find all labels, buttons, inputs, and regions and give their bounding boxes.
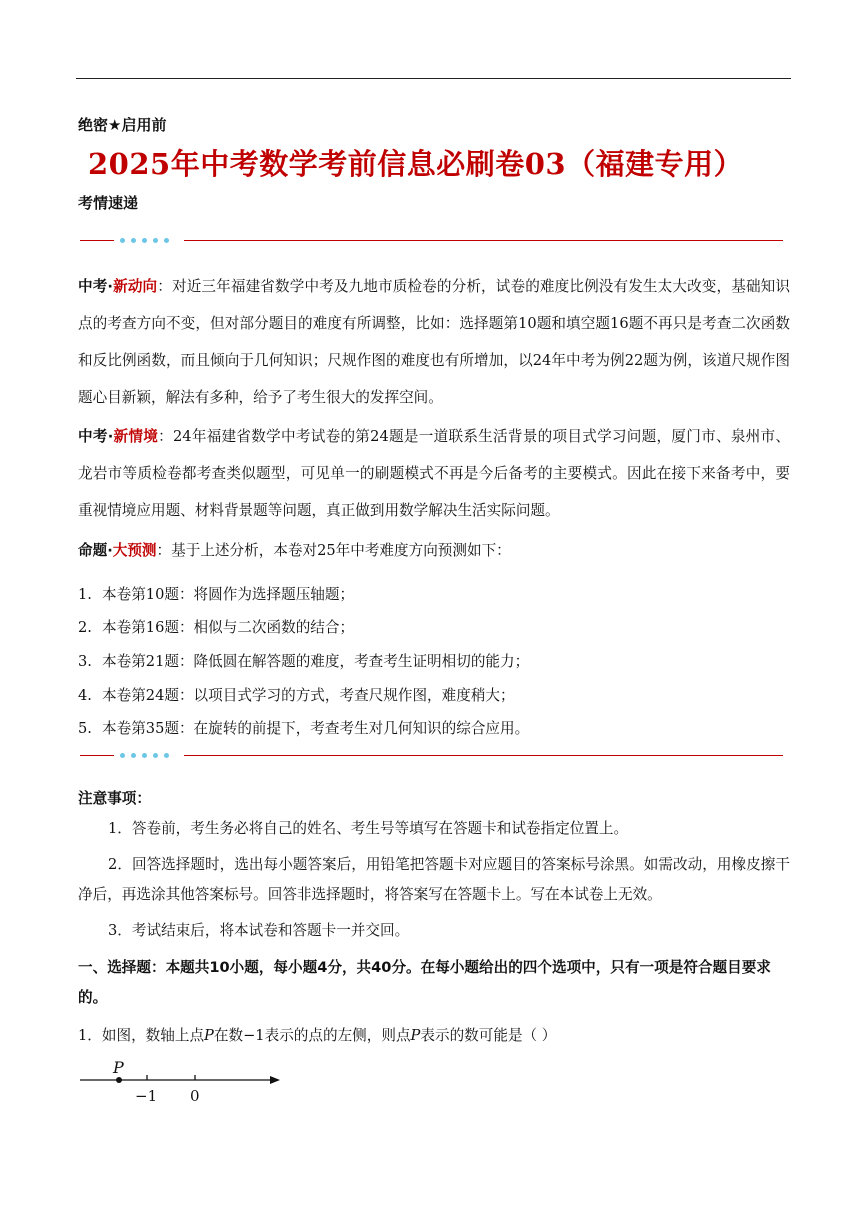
trend-situation-text: ：24年福建省数学中考试卷的第24题是一道联系生活背景的项目式学习问题，厦门市、泉州市、龙岩市等质检卷都考查类似题型，可见单一的刷题模式不再是今后备考的主要模式。因此在接下来备考中，要重视情境应用题、材料背景题等问题，真正做到用数学解决生活实际问题。 (78, 428, 790, 519)
forecast-item: 1. 本卷第10题：将圆作为选择题压轴题； (78, 586, 355, 603)
note-item: 3．考试结束后，将本试卷和答题卡一并交回。 (108, 922, 410, 939)
trend-situation-paragraph (78, 418, 790, 529)
section-heading-text: 一、选择题：本题共10小题，每小题4分，共40分。在每小题给出的四个选项中，只有一项是符合题目要求的。 (78, 959, 771, 1006)
section-subtitle: 考情速递 (78, 194, 139, 212)
forecast-item: 5. 本卷第35题：在旋转的前提下，考查考生对几何知识的综合应用。 (78, 720, 530, 737)
top-rule (76, 78, 791, 79)
confidential-label: 绝密★启用前 (78, 116, 167, 134)
forecast-item: 4. 本卷第24题：以项目式学习的方式，考查尺规作图，难度稍大； (78, 687, 515, 704)
note-item: 2．回答选择题时，选出每小题答案后，用铅笔把答题卡对应题目的答案标号涂黑。如需改动，用橡皮擦干净后，再选涂其他答案标号。回答非选择题时，将答案写在答题卡上。写在本试卷上无效。 (78, 856, 790, 903)
decorative-divider (80, 235, 783, 247)
forecast-item: 2. 本卷第16题：相似与二次函数的结合； (78, 619, 355, 636)
number-line-figure (74, 1056, 294, 1112)
forecast-text: ：基于上述分析，本卷对25年中考难度方向预测如下： (156, 542, 511, 559)
tick-label-minus-one: −1 (135, 1087, 158, 1105)
question-1-stem: 1．如图，数轴上点P在数−1表示的点的左侧，则点P表示的数可能是（ ） (78, 1027, 557, 1044)
tick-label-zero: 0 (190, 1087, 200, 1105)
forecast-paragraph (78, 532, 790, 569)
trend-situation-prefix: 中考· (78, 428, 114, 445)
trend-dynamic-text: ：对近三年福建省数学中考及九地市质检卷的分析，试卷的难度比例没有发生太大改变，基础知识点的考查方向不变，但对部分题目的难度有所调整，比如：选择题第10题和填空题16题不再只是考查二次函数和反比例函数，而且倾向于几何知识；尺规作图的难度也有所增加，以24年中考为例22题为例，该道尺规作图题心目新颖，解法有多种，给予了考生很大的发挥空间。 (78, 278, 790, 406)
note-item: 1．答卷前，考生务必将自己的姓名、考生号等填写在答题卡和试卷指定位置上。 (108, 820, 629, 837)
forecast-item: 3. 本卷第21题：降低圆在解答题的难度，考查考生证明相切的能力； (78, 653, 530, 670)
trend-dynamic-paragraph (78, 268, 790, 416)
decorative-divider (80, 750, 783, 762)
forecast-prefix: 命题· (78, 542, 113, 559)
trend-dynamic-prefix: 中考· (78, 278, 113, 295)
forecast-label: 大预测 (112, 542, 157, 559)
page-title: 2025年中考数学考前信息必刷卷03（福建专用） (88, 147, 744, 181)
point-p-marker (116, 1077, 122, 1083)
trend-dynamic-label: 新动向 (112, 278, 158, 295)
trend-situation-label: 新情境 (113, 428, 159, 445)
notes-heading: 注意事项： (78, 790, 151, 807)
point-p-label: P (113, 1058, 124, 1077)
number-line-arrow-icon (270, 1076, 280, 1084)
section-heading (78, 953, 790, 1013)
